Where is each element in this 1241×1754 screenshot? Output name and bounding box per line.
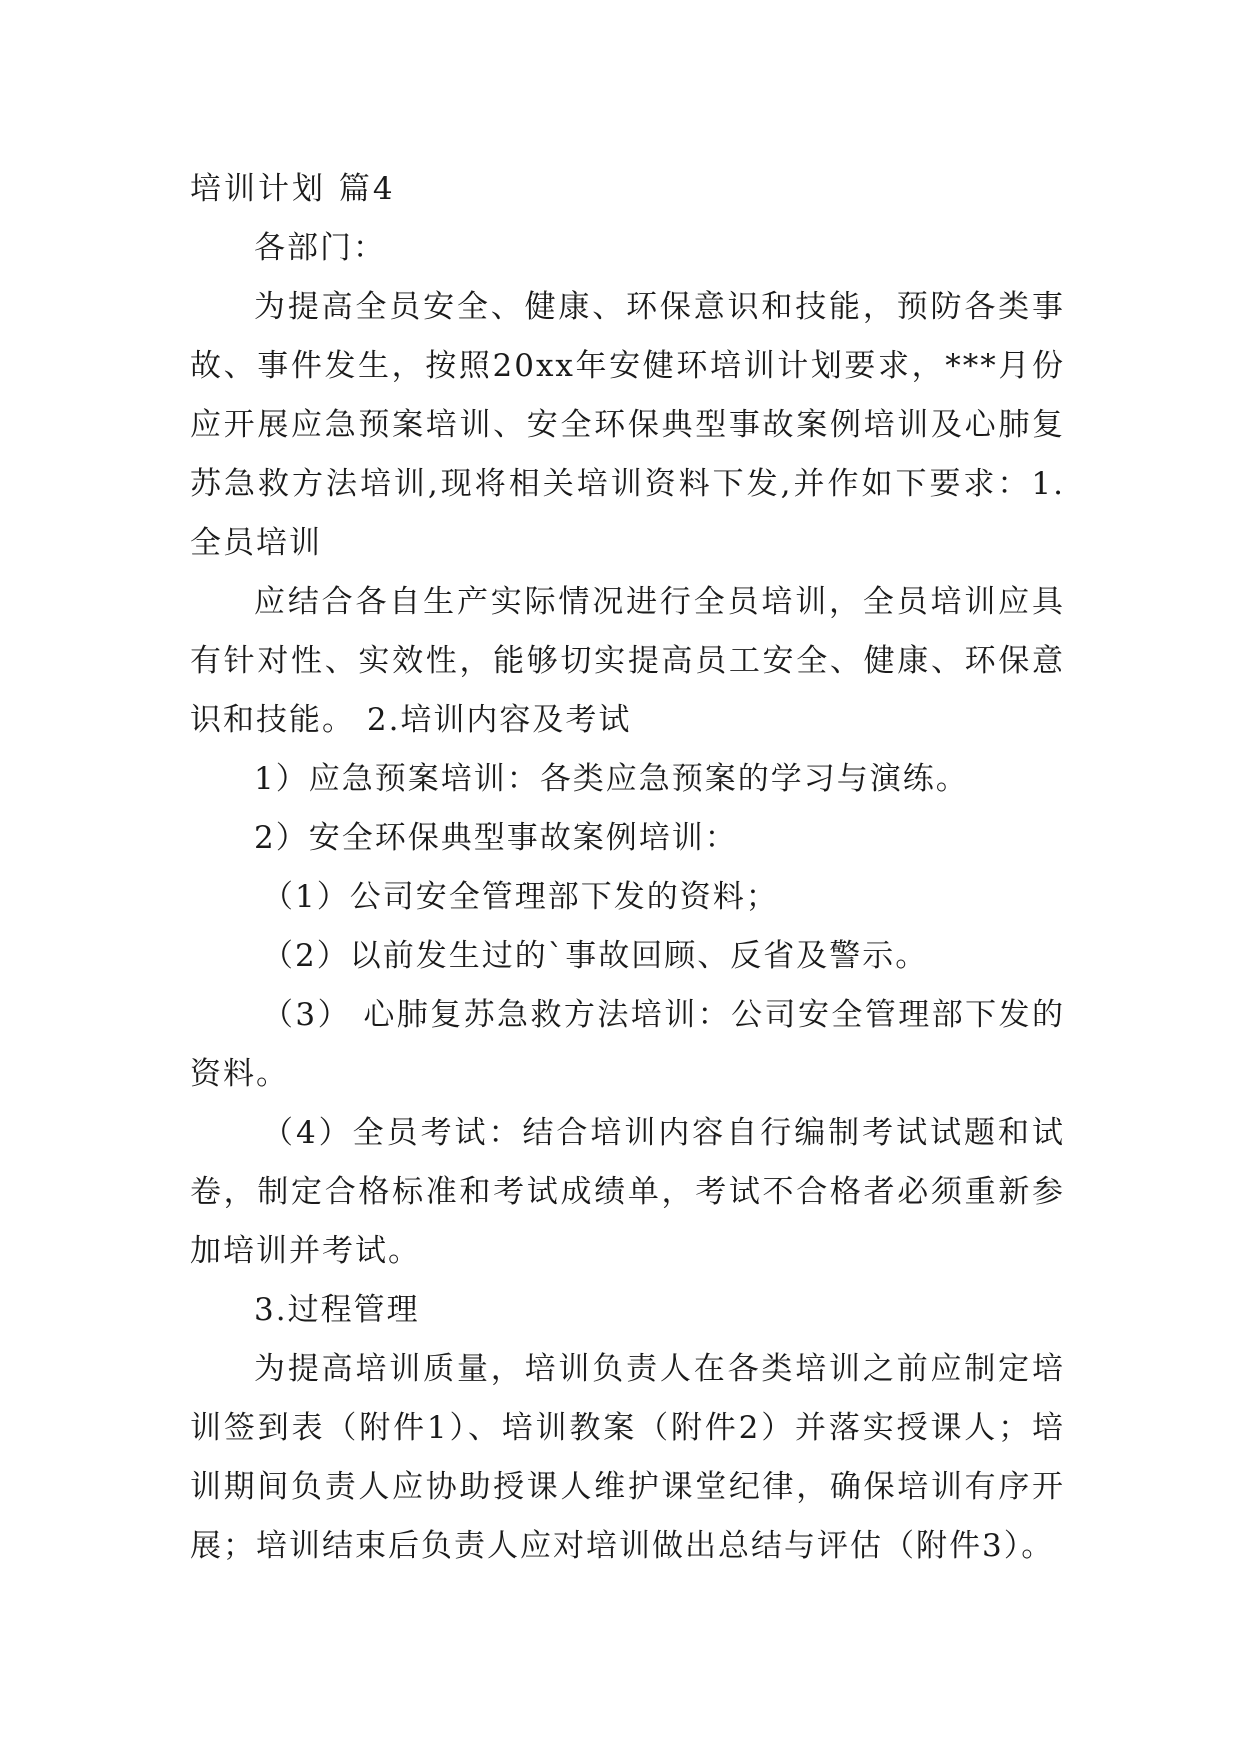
sub-item-2: （2）以前发生过的`事故回顾、反省及警示。 xyxy=(262,938,929,974)
section-heading-process: 3.过程管理 xyxy=(254,1292,420,1328)
paragraph-process-management: 为提高培训质量，培训负责人在各类培训之前应制定培训签到表（附件1）、培训教案（附件2）并落实授课人；培训期间负责人应协助授课人维护课堂纪律，确保培训有序开展；培训结束后负责人应对培训做出总结与评估（附件3）。 xyxy=(190,1351,1065,1564)
salutation: 各部门： xyxy=(254,230,386,266)
paragraph-all-staff-training: 应结合各自生产实际情况进行全员培训，全员培训应具有针对性、实效性，能够切实提高员工安全、健康、环保意识和技能。 2.培训内容及考试 xyxy=(190,584,1065,738)
document-body xyxy=(190,160,1065,1576)
list-item-accident-cases: 2）安全环保典型事故案例培训： xyxy=(254,820,738,856)
list-item-emergency-plan: 1）应急预案培训：各类应急预案的学习与演练。 xyxy=(254,761,969,797)
document-title: 培训计划 篇4 xyxy=(190,171,396,207)
sub-item-4: （4）全员考试：结合培训内容自行编制考试试题和试卷，制定合格标准和考试成绩单，考试不合格者必须重新参加培训并考试。 xyxy=(190,1115,1065,1269)
sub-item-1: （1）公司安全管理部下发的资料； xyxy=(262,879,779,915)
sub-item-3: （3） 心肺复苏急救方法培训：公司安全管理部下发的资料。 xyxy=(190,997,1065,1092)
paragraph-intro: 为提高全员安全、健康、环保意识和技能，预防各类事故、事件发生，按照20xx年安健环培训计划要求，***月份应开展应急预案培训、安全环保典型事故案例培训及心肺复苏急救方法培训,现将相关培训资料下发,并作如下要求：1.全员培训 xyxy=(190,289,1065,561)
